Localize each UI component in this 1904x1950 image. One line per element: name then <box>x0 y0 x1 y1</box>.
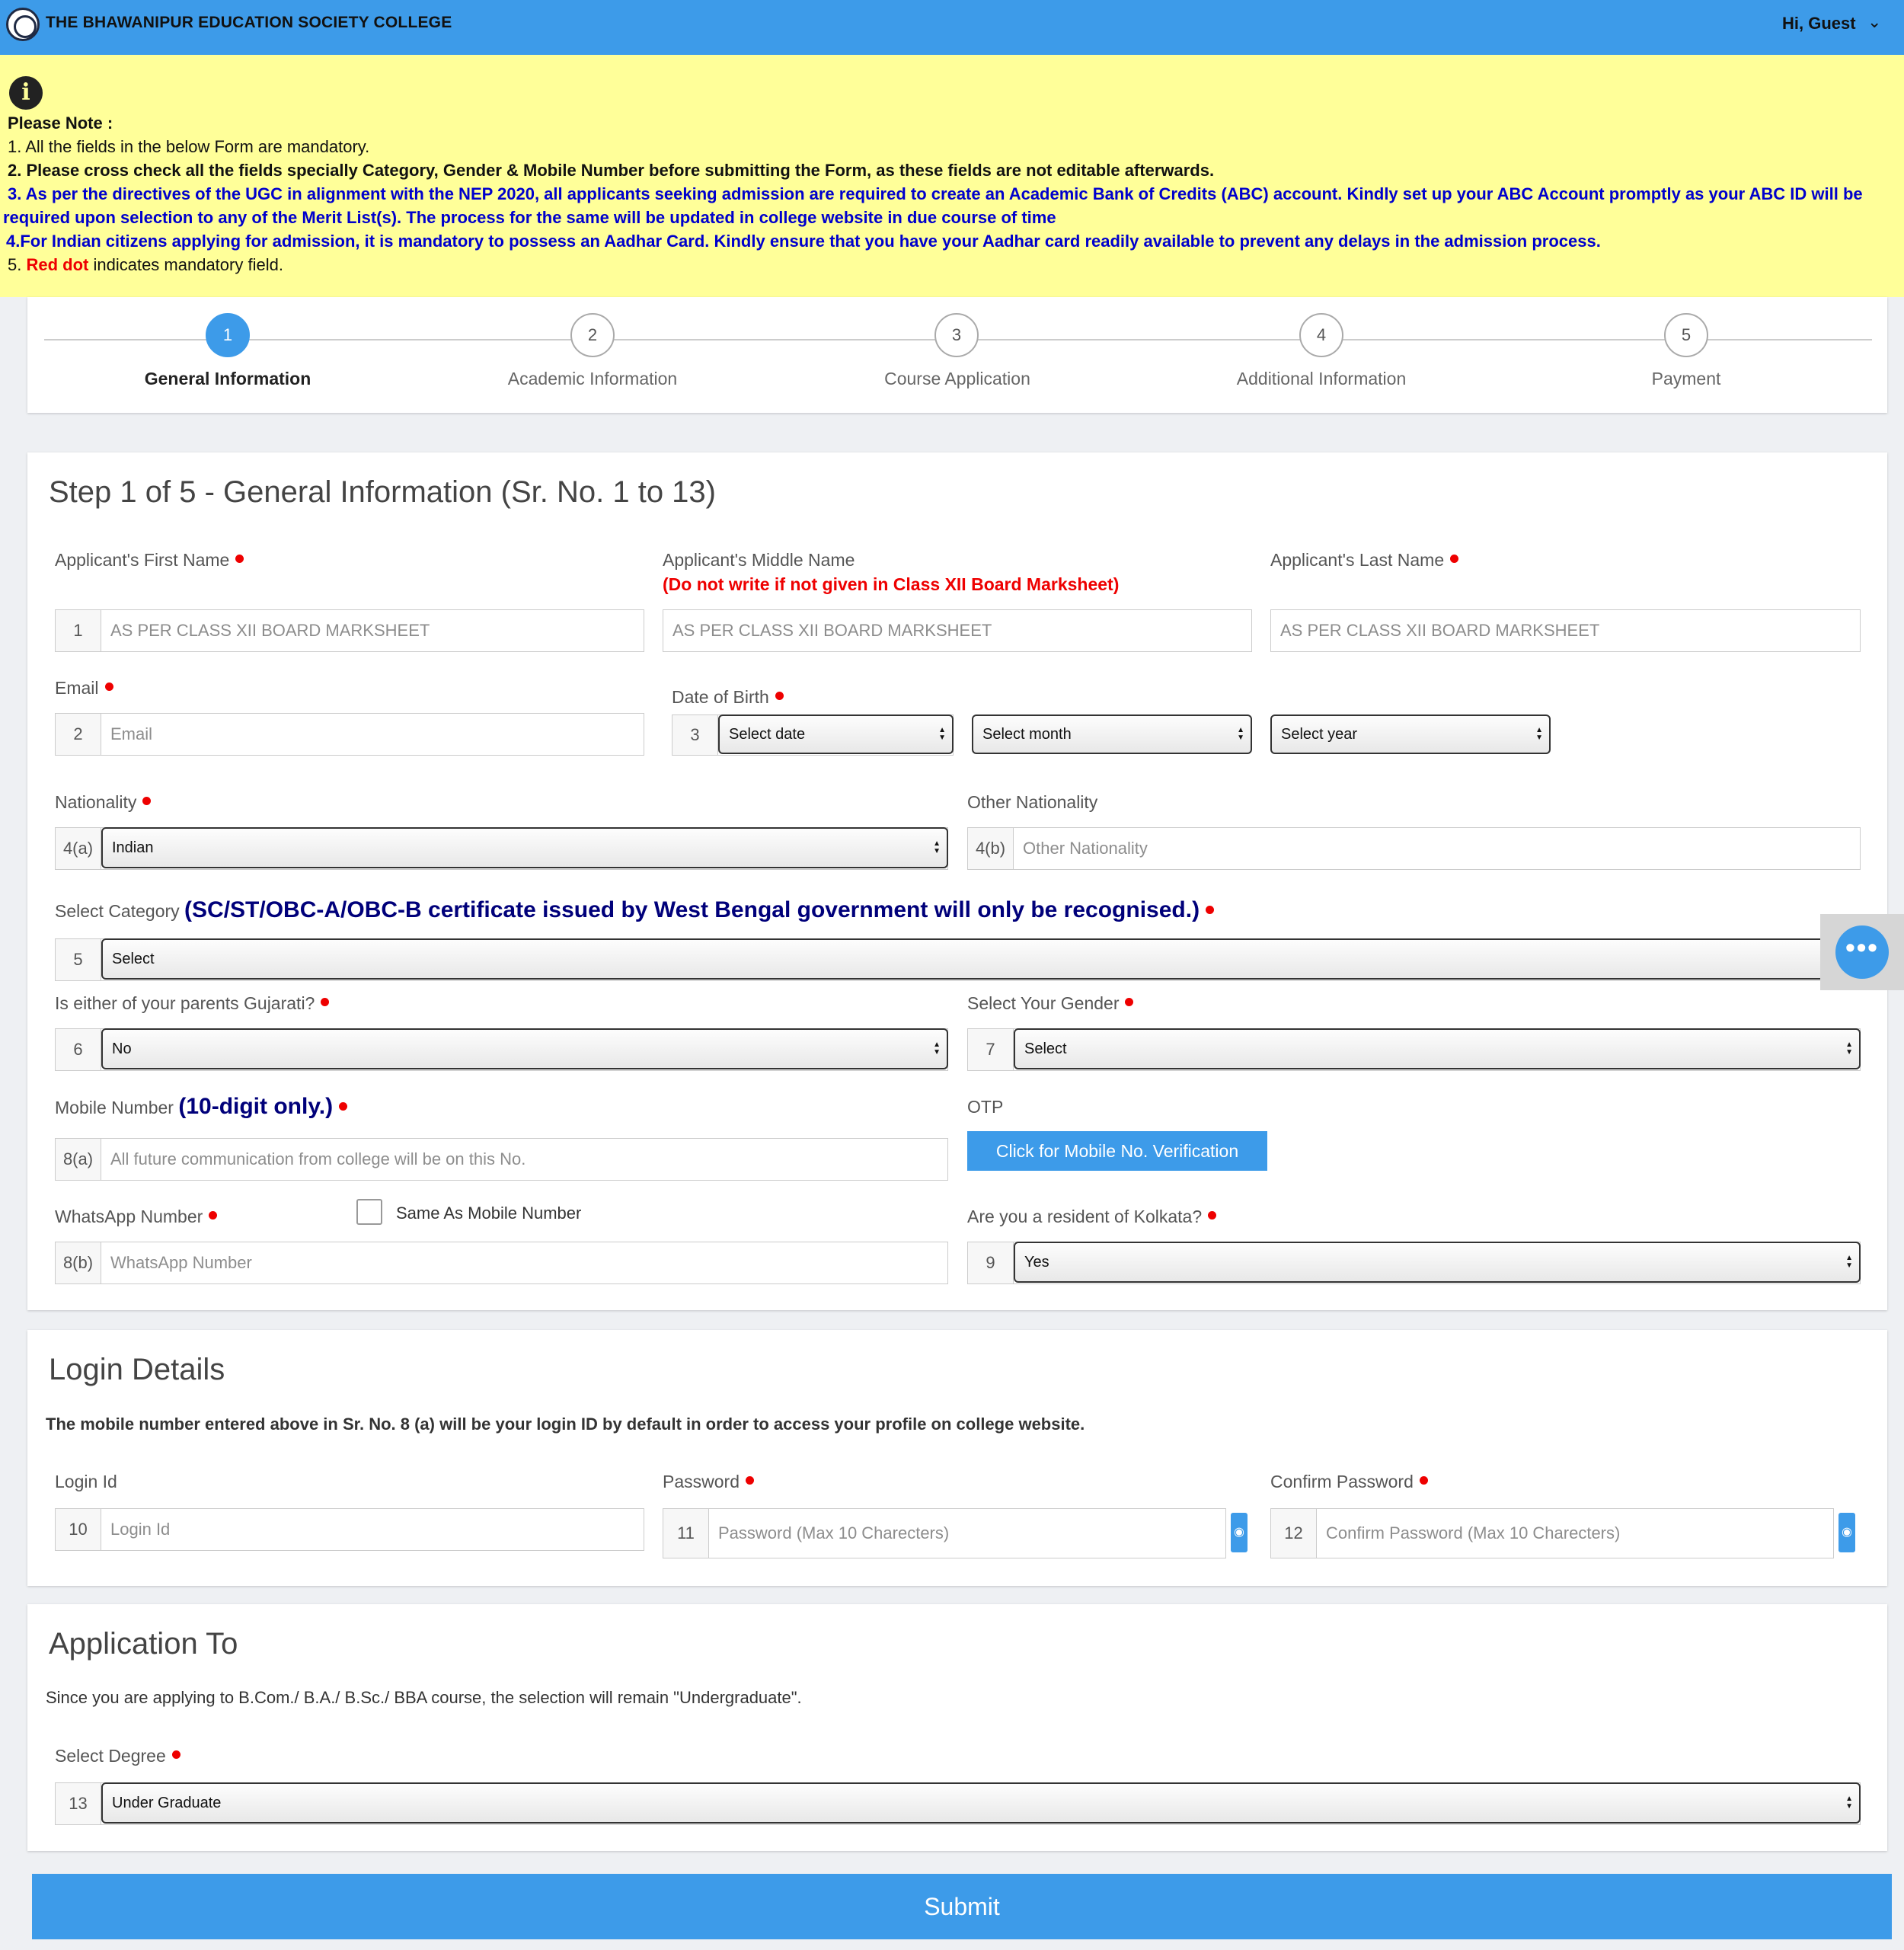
middle-name-label: Applicant's Middle Name <box>663 550 855 570</box>
password-input[interactable] <box>709 1509 1225 1558</box>
gujarati-label: Is either of your parents Gujarati? <box>55 993 329 1014</box>
gender-label: Select Your Gender <box>967 993 1133 1014</box>
password-field <box>663 1508 1226 1558</box>
step-1-circle[interactable]: 1 <box>206 313 250 357</box>
step-2-label[interactable]: Academic Information <box>507 369 678 388</box>
mobile-label: Mobile Number (10-digit only.) <box>55 1094 347 1120</box>
step-5-circle[interactable]: 5 <box>1664 313 1708 357</box>
gujarati-field <box>55 1028 948 1071</box>
dob-month-select[interactable]: Select month ▲ ▼ <box>972 714 1252 754</box>
kolkata-select[interactable]: Yes ▲ ▼ <box>1014 1242 1861 1283</box>
mobile-input[interactable] <box>101 1139 947 1180</box>
login-id-input[interactable] <box>101 1509 644 1550</box>
degree-field <box>55 1782 1861 1825</box>
college-crest-icon[interactable] <box>6 8 40 41</box>
other-nationality-input[interactable] <box>1014 828 1860 869</box>
sr-no-10: 10 <box>56 1509 101 1550</box>
kolkata-label: Are you a resident of Kolkata? <box>967 1207 1216 1227</box>
sr-no-13: 13 <box>56 1783 101 1824</box>
other-nationality-label: Other Nationality <box>967 792 1098 812</box>
last-name-field <box>1270 609 1861 652</box>
sr-no-9: 9 <box>968 1242 1014 1283</box>
gender-select[interactable]: Select ▲ ▼ <box>1014 1028 1861 1069</box>
mobile-field <box>55 1138 948 1181</box>
degree-select[interactable]: Under Graduate ▲ ▼ <box>101 1782 1861 1824</box>
chevron-down-icon[interactable]: ⌄ <box>1867 12 1882 31</box>
dob-year-select[interactable]: Select year ▲ ▼ <box>1270 714 1551 754</box>
degree-label: Select Degree <box>55 1746 180 1766</box>
dob-date-select[interactable]: Select date ▲ ▼ <box>718 714 954 754</box>
gender-field <box>967 1028 1861 1071</box>
confirm-password-field <box>1270 1508 1834 1558</box>
note-line-2: 2. Please cross check all the fields specially Category, Gender & Mobile Number before submitting the Form, as these fields are not editable afterwards. <box>8 161 1215 180</box>
sr-no-3: 3 <box>672 715 718 755</box>
dob-date-field <box>672 714 954 756</box>
email-input[interactable] <box>101 714 644 755</box>
application-info: Since you are applying to B.Com./ B.A./ B.Sc./ BBA course, the selection will remain "Undergraduate". <box>46 1688 802 1707</box>
note-title: Please Note : <box>8 113 113 133</box>
college-name[interactable]: THE BHAWANIPUR EDUCATION SOCIETY COLLEGE <box>46 14 452 31</box>
last-name-label: Applicant's Last Name <box>1270 550 1458 571</box>
step-3-circle[interactable]: 3 <box>934 313 979 357</box>
step-4-circle[interactable]: 4 <box>1299 313 1343 357</box>
nationality-label: Nationality <box>55 792 151 813</box>
eye-icon[interactable]: ◉ <box>1839 1513 1855 1552</box>
step-5-label[interactable]: Payment <box>1651 369 1721 388</box>
info-icon: i <box>9 76 43 110</box>
last-name-input[interactable] <box>1271 610 1860 651</box>
sr-no-1: 1 <box>56 610 101 651</box>
middle-name-field <box>663 609 1252 652</box>
whatsapp-label: WhatsApp Number <box>55 1207 217 1227</box>
password-label: Password <box>663 1472 754 1492</box>
email-field <box>55 713 644 756</box>
nationality-select[interactable]: Indian ▲ ▼ <box>101 827 948 868</box>
category-field <box>55 938 1867 981</box>
sr-no-12: 12 <box>1271 1509 1317 1558</box>
login-id-label: Login Id <box>55 1472 117 1491</box>
sr-no-8a: 8(a) <box>56 1139 101 1180</box>
general-info-heading: Step 1 of 5 - General Information (Sr. No. 1 to 13) <box>49 475 716 509</box>
sr-no-11: 11 <box>663 1509 709 1558</box>
first-name-field <box>55 609 644 652</box>
whatsapp-field <box>55 1242 948 1284</box>
confirm-password-label: Confirm Password <box>1270 1472 1428 1492</box>
first-name-label: Applicant's First Name <box>55 550 244 571</box>
sr-no-6: 6 <box>56 1029 101 1070</box>
application-heading: Application To <box>49 1627 238 1661</box>
step-2-circle[interactable]: 2 <box>570 313 615 357</box>
other-nationality-field <box>967 827 1861 870</box>
middle-name-hint: (Do not write if not given in Class XII Board Marksheet) <box>663 574 1120 594</box>
chat-bubble-icon[interactable]: ••• <box>1835 925 1889 979</box>
user-menu[interactable]: Hi, Guest <box>1782 14 1856 33</box>
login-details-info: The mobile number entered above in Sr. No. 8 (a) will be your login ID by default in order to access your profile on college website. <box>46 1415 1085 1434</box>
kolkata-field <box>967 1242 1861 1284</box>
gujarati-select[interactable]: No ▲ ▼ <box>101 1028 948 1069</box>
category-select[interactable]: Select ▲ ▼ <box>101 938 1867 980</box>
note-line-5: 5. Red dot indicates mandatory field. <box>8 255 283 274</box>
note-line-1: 1. All the fields in the below Form are mandatory. <box>8 137 370 156</box>
submit-button[interactable]: Submit <box>32 1874 1892 1939</box>
eye-icon[interactable]: ◉ <box>1231 1513 1248 1552</box>
login-id-field <box>55 1508 644 1551</box>
note-line-4: 4.For Indian citizens applying for admission, it is mandatory to possess an Aadhar Card. Kindly ensure that you have your Aadhar card readily available to prevent any delays in the admission process. <box>6 232 1601 251</box>
note-line-3a: 3. As per the directives of the UGC in alignment with the NEP 2020, all applicants seeking admission are required to create an Academic Bank of Credits (ABC) account. Kindly set up your ABC Account promptly as your ABC ID will be <box>8 184 1863 203</box>
mobile-verification-button[interactable]: Click for Mobile No. Verification <box>967 1131 1267 1171</box>
nationality-field <box>55 827 948 870</box>
dob-label: Date of Birth <box>672 687 784 708</box>
email-label: Email <box>55 678 113 698</box>
whatsapp-input[interactable] <box>101 1242 947 1283</box>
same-as-mobile-checkbox[interactable] <box>356 1199 382 1225</box>
confirm-password-input[interactable] <box>1317 1509 1833 1558</box>
same-as-mobile-label[interactable]: Same As Mobile Number <box>396 1204 582 1223</box>
login-details-heading: Login Details <box>49 1353 225 1386</box>
sr-no-7: 7 <box>968 1029 1014 1070</box>
step-3-label[interactable]: Course Application <box>884 369 1030 388</box>
sr-no-4b: 4(b) <box>968 828 1014 869</box>
note-line-3b: required upon selection to any of the Merit List(s). The process for the same will be updated in college website in due course of time <box>3 208 1056 227</box>
sr-no-4a: 4(a) <box>56 828 101 869</box>
sr-no-5: 5 <box>56 939 101 980</box>
otp-label: OTP <box>967 1097 1004 1117</box>
middle-name-input[interactable] <box>663 610 1251 651</box>
sr-no-2: 2 <box>56 714 101 755</box>
sr-no-8b: 8(b) <box>56 1242 101 1283</box>
step-1-label[interactable]: General Information <box>144 369 311 388</box>
step-4-label[interactable]: Additional Information <box>1236 369 1407 388</box>
first-name-input[interactable] <box>101 610 644 651</box>
category-label: Select Category (SC/ST/OBC-A/OBC-B certificate issued by West Bengal government will only be recognised.) <box>55 897 1214 923</box>
